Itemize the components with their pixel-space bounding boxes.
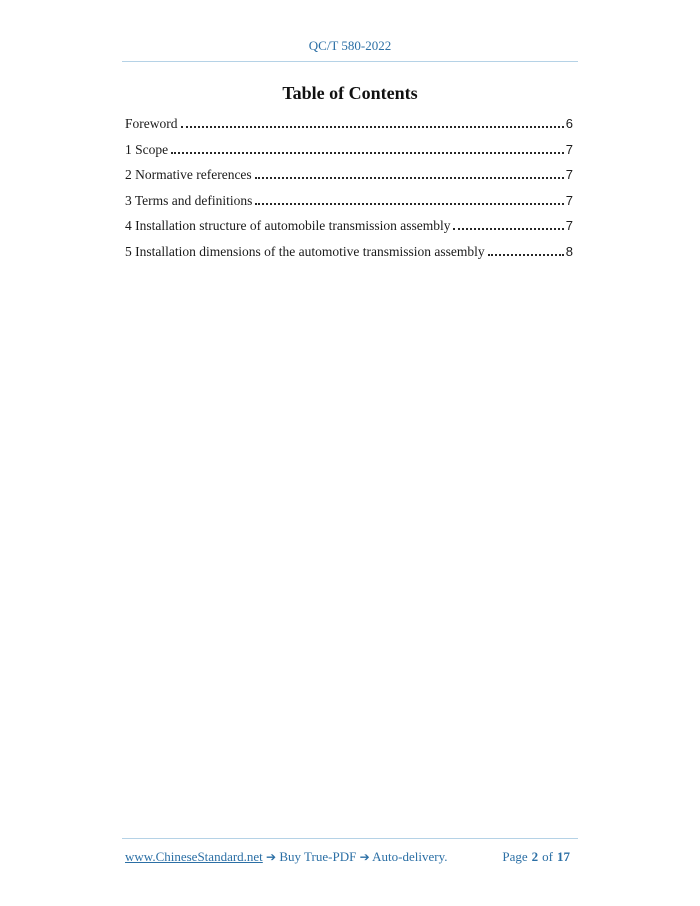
footer-buy-text: Buy True-PDF (279, 849, 357, 864)
toc-entry-page: 7 (565, 218, 573, 234)
toc-entry-label: 1 Scope (125, 141, 169, 157)
toc-entry-label: 5 Installation dimensions of the automotive transmission assembly (125, 243, 485, 259)
toc-dot-leader (255, 174, 564, 179)
toc-entry-page: 7 (565, 192, 573, 208)
page-total-number: 17 (557, 849, 570, 864)
toc-entry-page: 8 (565, 243, 573, 259)
toc-dot-leader (255, 200, 563, 205)
toc-entry (125, 162, 573, 188)
footer-delivery-text: Auto-delivery. (372, 849, 448, 864)
table-of-contents (125, 111, 573, 265)
toc-dot-leader (453, 225, 563, 230)
toc-entry (125, 188, 573, 214)
right-arrow-icon: ➔ (266, 850, 277, 864)
toc-entry (125, 213, 573, 239)
toc-entry-page: 6 (565, 116, 573, 131)
page-label: Page (502, 849, 528, 864)
toc-entry-label: 3 Terms and definitions (125, 192, 253, 208)
toc-entry (125, 239, 573, 265)
toc-entry-label: 2 Normative references (125, 167, 252, 183)
right-arrow-icon: ➔ (359, 850, 370, 864)
toc-entry-label: Foreword (125, 116, 178, 131)
toc-entry (125, 111, 573, 137)
toc-entry-page: 7 (565, 141, 573, 157)
footer-divider (122, 838, 578, 839)
page-title: Table of Contents (282, 83, 418, 103)
page-indicator (501, 849, 573, 865)
footer (125, 849, 573, 865)
toc-entry-label: 4 Installation structure of automobile transmission assembly (125, 218, 451, 234)
toc-entry-page: 7 (565, 167, 573, 183)
toc-dot-leader (181, 123, 564, 128)
footer-left (125, 849, 448, 865)
toc-entry (125, 137, 573, 163)
website-link[interactable]: www.ChineseStandard.net (125, 849, 263, 864)
toc-dot-leader (488, 251, 564, 256)
header-doc-code: QC/T 580-2022 (308, 38, 392, 53)
toc-dot-leader (171, 149, 564, 154)
header-divider (122, 61, 578, 62)
page-current-number: 2 (531, 849, 539, 864)
of-label: of (542, 849, 553, 864)
